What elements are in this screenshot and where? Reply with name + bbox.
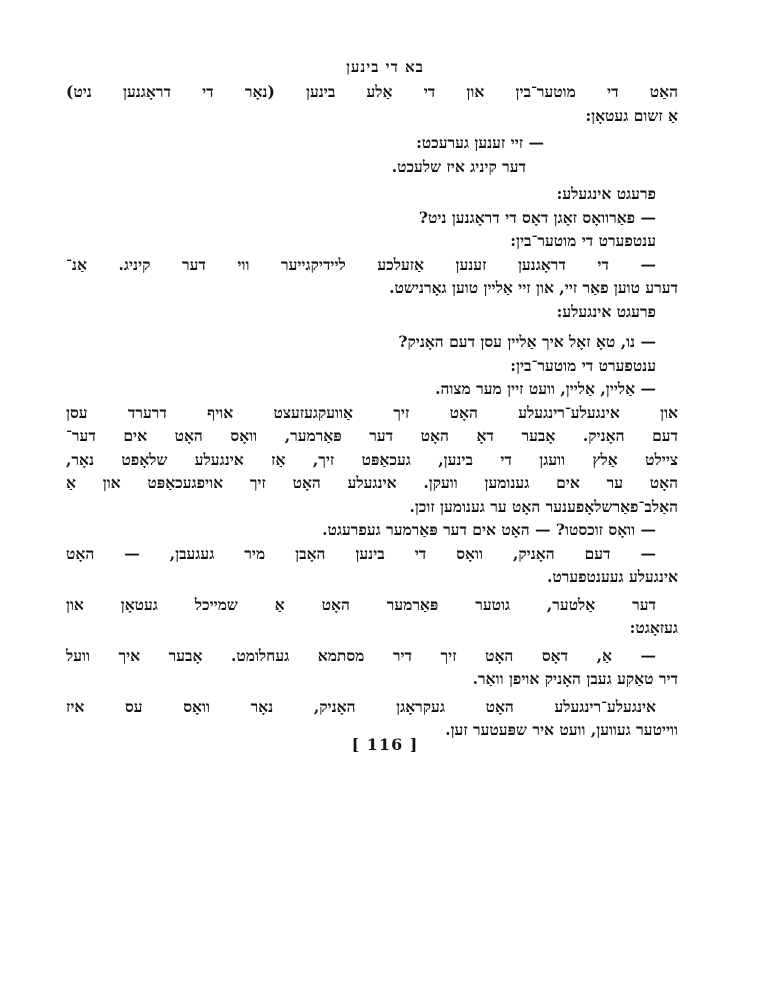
- verse-line: דער קיניג איז שלעכט.: [391, 156, 526, 176]
- text-line: — אַ, דאָס האָט זיך דיר מסתמא געחלומט. אָבער איך וועל: [66, 645, 656, 665]
- text-line: ענטפערט די מוטער־בין:: [510, 355, 656, 375]
- running-head: בא די בינען: [346, 58, 424, 76]
- text-line: פרעגט אינגעלע:: [556, 184, 656, 203]
- text-line: — נו, טאָ זאָל איך אַליין עסן דעם האָניק?: [398, 332, 656, 351]
- body-text: [66, 80, 678, 742]
- text-line: ענטפערט די מוטער־בין:: [510, 231, 656, 250]
- text-line: — דעם האָניק, וואָס די בינען האָבן מיר געגעבן, — האָט: [66, 543, 656, 563]
- text-line: — פאַרוואָס זאָגן דאָס די דראָגנען ניט?: [418, 207, 656, 227]
- page-number: [ 116 ]: [351, 735, 419, 754]
- text-line: האַט די מוטער־בין און די אַלע בינען (נאָר די דראָגנען ניט): [66, 82, 678, 101]
- text-line: דעם האָניק. אָבער דאָ האָט דער פּאַרמער, וואָס האָט אים דער־: [66, 426, 678, 445]
- text-line: ווייטער געווען, וועט איר שפּעטער זען.: [445, 720, 678, 739]
- text-line: דער אַלטער, גוטער פּאַרמער האָט אַ שמייכל געטאָן און: [66, 594, 656, 614]
- text-line: דערע טוען פאַר זיי, און זיי אַליין טוען גאָרנישט.: [389, 278, 678, 297]
- text-line: — וואָס זוכסטו? — האָט אים דער פּאַרמער געפרעגט.: [322, 520, 656, 539]
- text-line: אַ זשום געטאָן:: [585, 105, 678, 125]
- text-line: — די דראָגנען זענען אַזעלכע ליידיקגייער ווי דער קיניג. אַנ־: [66, 254, 656, 274]
- verse-line: — זיי זענען גערעכט:: [416, 133, 544, 152]
- text-line: האַלב־פאַרשלאָפענער האָט ער גענומען זוכן.: [409, 496, 678, 516]
- text-line: האָט ער אים גענומען וועקן. אינגעלע האָט זיך אויפגעכאַפּט און אַ: [66, 473, 678, 492]
- text-line: דיר טאַקע געבן האָניק אויפן וואַר.: [472, 669, 678, 688]
- text-line: אינגעלע־רינגעלע האָט געקראָגן האָניק, נאָר וואָס עס איז: [66, 696, 656, 716]
- text-line: ציילט אַלץ וועגן די בינען, געכאַפּט זיך, אַז אינגעלע שלאָפט נאָר,: [66, 449, 678, 469]
- text-line: און אינגעלע־רינגעלע האָט זיך אַוועקגעזעצט אויף דרערד עסן: [66, 402, 678, 422]
- text-line: פרעגט אינגעלע:: [556, 301, 656, 321]
- text-line: — אַליין, אַליין, וועט זיין מער מצוה.: [435, 379, 656, 398]
- text-line: אינגעלע געענטפערט.: [546, 567, 678, 586]
- text-line: געזאָגט:: [629, 618, 678, 637]
